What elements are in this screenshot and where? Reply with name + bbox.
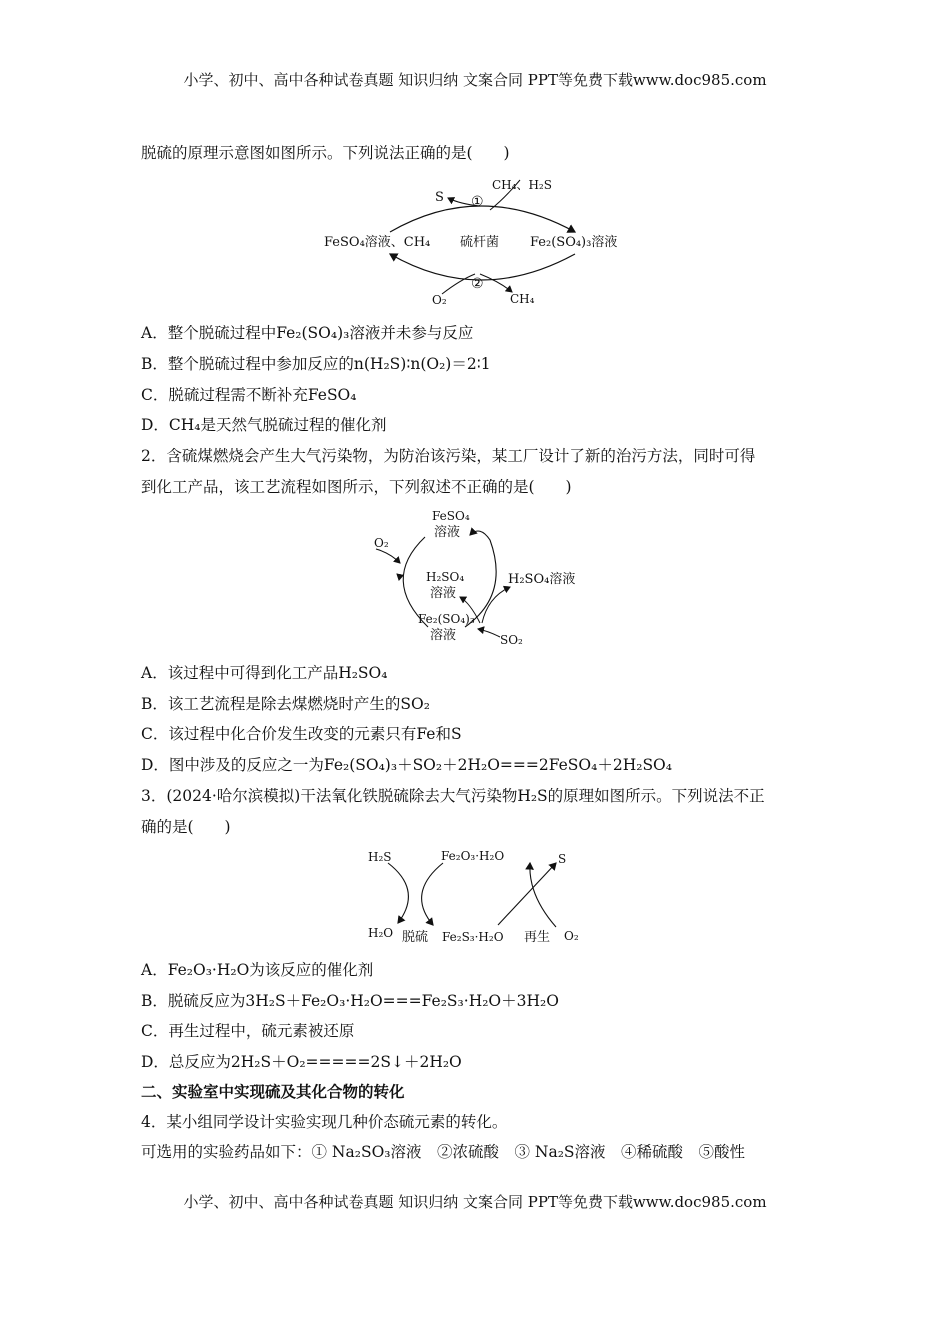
q3-tuoliu: 脱硫 [402, 930, 429, 945]
q2-stem-line1: 2．含硫煤燃烧会产生大气污染物，为防治该污染，某工厂设计了新的治污方法，同时可得 [141, 447, 756, 465]
q1-step1: ① [471, 194, 484, 210]
q1-left: FeSO₄溶液、CH₄ [324, 235, 431, 250]
header-url[interactable]: www.doc985.com [632, 71, 767, 89]
q1-center: 硫杆菌 [460, 235, 500, 250]
section-2-heading: 二、实验室中实现硫及其化合物的转化 [141, 1082, 405, 1101]
q2-bottom2: 溶液 [430, 628, 457, 643]
q4-reagents: 可选用的实验药品如下：① Na₂SO₃溶液 ②浓硫酸 ③ Na₂S溶液 ④稀硫酸 ⑤酸性 [141, 1143, 746, 1161]
q2-option-d: D．图中涉及的反应之一为Fe₂(SO₄)₃＋SO₂＋2H₂O===2FeSO₄＋2H₂SO₄ [141, 756, 672, 774]
q3-option-d: D．总反应为2H₂S＋O₂=====2S↓＋2H₂O [141, 1053, 462, 1071]
q2-center: H₂SO₄ [426, 570, 465, 584]
q1-bottom-out-arrow [480, 274, 512, 292]
q2-left-down-arrow [399, 575, 400, 580]
q1-step2: ② [471, 276, 484, 292]
q3-zaisheng: 再生 [524, 930, 551, 945]
q3-diagram [368, 845, 588, 945]
q2-top2: 溶液 [434, 525, 461, 540]
q3-o2: O₂ [564, 929, 579, 943]
q2-option-a: A．该过程中可得到化工产品H₂SO₄ [141, 664, 388, 682]
page-header [0, 69, 950, 90]
q3-option-b: B．脱硫反应为3H₂S＋Fe₂O₃·H₂O===Fe₂S₃·H₂O＋3H₂O [141, 992, 559, 1010]
q1-option-c: C．脱硫过程需不断补充FeSO₄ [141, 386, 357, 404]
q1-option-b: B．整个脱硫过程中参加反应的n(H₂S)∶n(O₂)＝2∶1 [141, 355, 491, 373]
q2-o2: O₂ [374, 536, 389, 550]
q1-top-in: CH₄、H₂S [492, 178, 552, 192]
q2-top: FeSO₄ [432, 509, 470, 523]
q3-option-c: C．再生过程中，硫元素被还原 [141, 1022, 355, 1040]
q1-right: Fe₂(SO₄)₃溶液 [530, 235, 618, 250]
q3-stem-line1: 3．(2024·哈尔滨模拟)干法氧化铁脱硫除去大气污染物H₂S的原理如图所示。下列说法不正 [141, 787, 765, 805]
header-text: 小学、初中、高中各种试卷真题 知识归纳 文案合同 PPT等免费下载 [183, 71, 633, 89]
q2-stem-line2: 到化工产品，该工艺流程如图所示，下列叙述不正确的是( ) [141, 478, 572, 496]
q3-arc-1 [388, 863, 408, 923]
q3-stem-line2: 确的是( ) [141, 818, 231, 836]
q2-bottom: Fe₂(SO₄)₃ [418, 612, 475, 626]
q2-option-c: C．该过程中化合价发生改变的元素只有Fe和S [141, 725, 462, 743]
page-footer [0, 1191, 950, 1212]
q3-fe2s3: Fe₂S₃·H₂O [442, 930, 504, 944]
q2-so2: SO₂ [500, 633, 523, 647]
q1-option-a: A．整个脱硫过程中Fe₂(SO₄)₃溶液并未参与反应 [141, 324, 474, 342]
q1-bottom-in: O₂ [432, 293, 447, 307]
q3-s: S [558, 852, 567, 866]
q3-fe2o3: Fe₂O₃·H₂O [441, 849, 505, 863]
q2-option-b: B．该工艺流程是除去煤燃烧时产生的SO₂ [141, 695, 430, 713]
q1-stem: 脱硫的原理示意图如图所示。下列说法正确的是( ) [141, 144, 510, 162]
q1-option-d: D．CH₄是天然气脱硫过程的催化剂 [141, 416, 387, 434]
q1-diagram [320, 170, 640, 310]
q3-option-a: A．Fe₂O₃·H₂O为该反应的催化剂 [141, 961, 374, 979]
q2-so2-arrow [478, 629, 500, 637]
footer-text: 小学、初中、高中各种试卷真题 知识归纳 文案合同 PPT等免费下载 [183, 1193, 633, 1211]
q2-diagram [370, 505, 590, 650]
q4-stem: 4．某小组同学设计实验实现几种价态硫元素的转化。 [141, 1113, 508, 1131]
q3-h2s: H₂S [368, 850, 392, 864]
q3-arc-4 [530, 863, 556, 927]
q2-right-out: H₂SO₄溶液 [508, 572, 576, 587]
q1-top-out: S [435, 190, 444, 205]
q2-o2-arrow [376, 549, 400, 563]
q1-bottom-out: CH₄ [510, 292, 535, 306]
footer-url[interactable]: www.doc985.com [632, 1193, 767, 1211]
q2-center2: 溶液 [430, 586, 457, 601]
q3-arc-2 [422, 863, 443, 925]
q3-h2o: H₂O [368, 926, 394, 940]
